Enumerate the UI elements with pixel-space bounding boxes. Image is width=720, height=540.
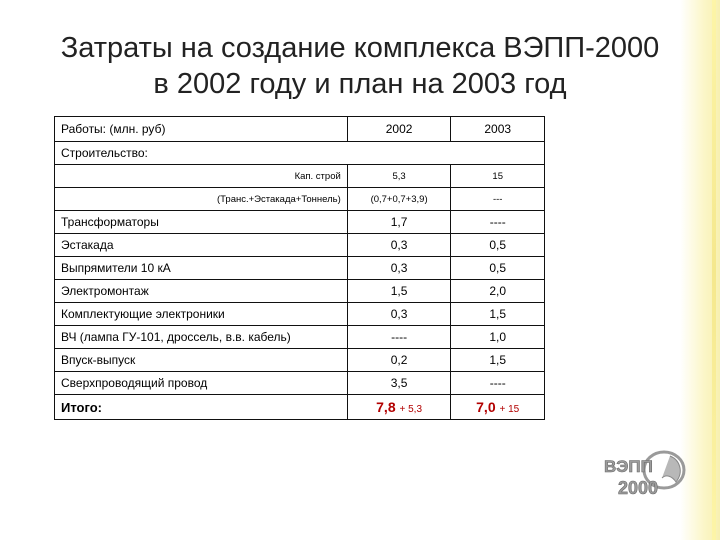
row-value-2003: 1,0 — [451, 326, 545, 349]
table-row — [55, 280, 545, 303]
row-label: Впуск-выпуск — [55, 349, 348, 372]
row-value-2002: 0,3 — [347, 257, 451, 280]
row-label: Эстакада — [55, 234, 348, 257]
row-label: Выпрямители 10 кА — [55, 257, 348, 280]
total-2002-extra: + 5,3 — [399, 404, 423, 415]
construction-label: Строительство: — [55, 142, 545, 165]
logo-text-line-2: 2000 — [618, 478, 659, 498]
table-header-row — [55, 117, 545, 142]
total-2003-main: 7,0 — [476, 399, 496, 415]
row-value-2002: 0,2 — [347, 349, 451, 372]
construction-row — [55, 142, 545, 165]
costs-table — [54, 116, 545, 420]
row-value-2002: 0,3 — [347, 303, 451, 326]
header-year-2002: 2002 — [347, 117, 451, 142]
logo-swoosh — [662, 456, 680, 482]
row-label: Сверхпроводящий провод — [55, 372, 348, 395]
header-works-label: Работы: (млн. руб) — [55, 117, 348, 142]
row-value-2003: 1,5 — [451, 303, 545, 326]
total-2002-main: 7,8 — [376, 399, 396, 415]
capital-construction-row — [55, 165, 545, 188]
total-2003-extra: + 15 — [499, 404, 520, 415]
row-value-2003: 1,5 — [451, 349, 545, 372]
row-label: ВЧ (лампа ГУ-101, дроссель, в.в. кабель) — [55, 326, 348, 349]
row-value-2002: 1,5 — [347, 280, 451, 303]
row-value-2003: 0,5 — [451, 257, 545, 280]
row-value-2003: ---- — [451, 372, 545, 395]
table-row — [55, 303, 545, 326]
row-label: Трансформаторы — [55, 211, 348, 234]
title-line-1: Затраты на создание комплекса ВЭПП-2000 — [60, 32, 660, 64]
row-value-2003: 0,5 — [451, 234, 545, 257]
table-row — [55, 257, 545, 280]
slide-title — [40, 30, 680, 102]
table-row — [55, 349, 545, 372]
table-row — [55, 326, 545, 349]
logo-text-line-1: ВЭПП — [604, 457, 653, 476]
side-decoration-line — [712, 0, 716, 540]
row-label: Электромонтаж — [55, 280, 348, 303]
capital-construction-label: Кап. строй — [55, 165, 348, 188]
construction-breakdown-2003: --- — [451, 188, 545, 211]
row-value-2003: 2,0 — [451, 280, 545, 303]
row-value-2002: 1,7 — [347, 211, 451, 234]
row-label: Комплектующие электроники — [55, 303, 348, 326]
row-value-2003: ---- — [451, 211, 545, 234]
title-line-2: в 2002 году и план на 2003 год — [153, 68, 567, 100]
total-row — [55, 395, 545, 420]
table-row — [55, 372, 545, 395]
table-row — [55, 234, 545, 257]
construction-breakdown-row — [55, 188, 545, 211]
construction-breakdown-2002: (0,7+0,7+3,9) — [347, 188, 451, 211]
capital-construction-2003: 15 — [451, 165, 545, 188]
row-value-2002: ---- — [347, 326, 451, 349]
total-2003 — [451, 395, 545, 420]
row-value-2002: 0,3 — [347, 234, 451, 257]
total-label: Итого: — [55, 395, 348, 420]
total-2002 — [347, 395, 451, 420]
row-value-2002: 3,5 — [347, 372, 451, 395]
table-row — [55, 211, 545, 234]
capital-construction-2002: 5,3 — [347, 165, 451, 188]
header-year-2003: 2003 — [451, 117, 545, 142]
construction-breakdown-label: (Транс.+Эстакада+Тоннель) — [55, 188, 348, 211]
vepp-2000-logo — [600, 448, 690, 504]
